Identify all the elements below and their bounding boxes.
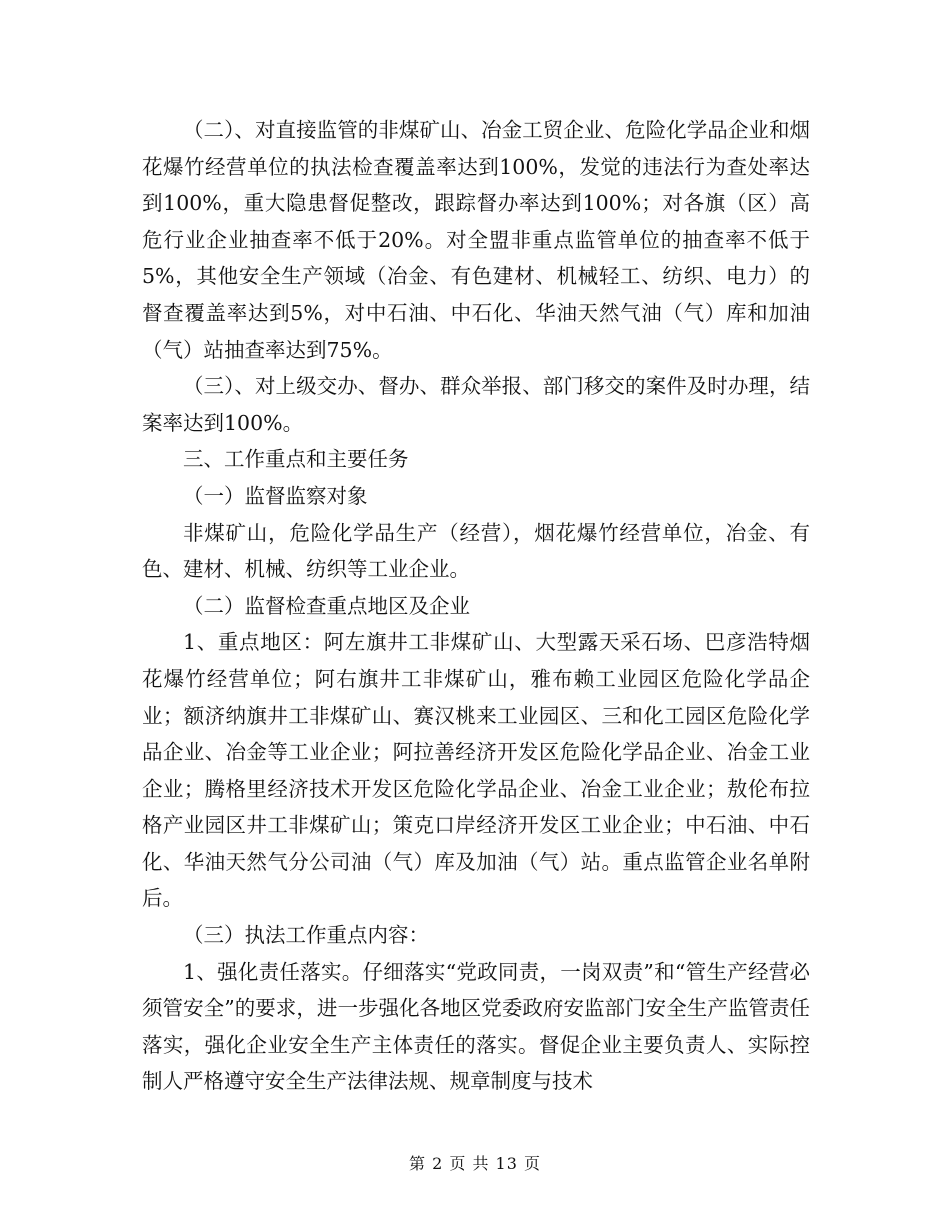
paragraph-case-closure: （三）、对上级交办、督办、群众举报、部门移交的案件及时办理，结案率达到100%。: [142, 374, 810, 435]
subheading-supervision-targets: （一）监督监察对象: [183, 483, 368, 508]
paragraph-responsibility: 1、强化责任落实。仔细落实“党政同责，一岗双责”和“管生产经营必须管安全”的要求，进一步强化各地区党委政府安监部门安全生产监管责任落实，强化企业安全生产主体责任的落实。督促企业主要负责人、实际控制人严格遵守安全生产法律法规、规章制度与技术: [142, 959, 810, 1094]
section-heading-key-tasks: 三、工作重点和主要任务: [183, 447, 409, 472]
paragraph-key-areas: 1、重点地区：阿左旗井工非煤矿山、大型露天采石场、巴彦浩特烟花爆竹经营单位；阿右旗井工非煤矿山，雅布赖工业园区危险化学品企业；额济纳旗井工非煤矿山、赛汉桃来工业园区、三和化工园区危险化学品企业、冶金等工业企业；阿拉善经济开发区危险化学品企业、冶金工业企业；腾格里经济技术开发区危险化学品企业、冶金工业企业；敖伦布拉格产业园区井工非煤矿山；策克口岸经济开发区工业企业；中石油、中石化、华油天然气分公司油（气）库及加油（气）站。重点监管企业名单附后。: [142, 630, 810, 911]
paragraph-coverage-rates: （二）、对直接监管的非煤矿山、冶金工贸企业、危险化学品企业和烟花爆竹经营单位的执法检查覆盖率达到100%，发觉的违法行为查处率达到100%，重大隐患督促整改，跟踪督办率达到100%；对各旗（区）高危行业企业抽查率不低于20%。对全盟非重点监管单位的抽查率不低于5%，其他安全生产领域（冶金、有色建材、机械轻工、纺织、电力）的督查覆盖率达到5%，对中石油、中石化、华油天然气油（气）库和加油（气）站抽查率达到75%。: [142, 118, 810, 362]
paragraph-supervision-targets: 非煤矿山，危险化学品生产（经营），烟花爆竹经营单位，冶金、有色、建材、机械、纺织等工业企业。: [142, 520, 810, 582]
page-number-footer: 第 2 页 共 13 页: [409, 1154, 541, 1173]
document-body: [142, 112, 810, 1100]
subheading-key-areas: （二）监督检查重点地区及企业: [183, 593, 470, 618]
subheading-enforcement-focus: （三）执法工作重点内容：: [183, 923, 429, 948]
